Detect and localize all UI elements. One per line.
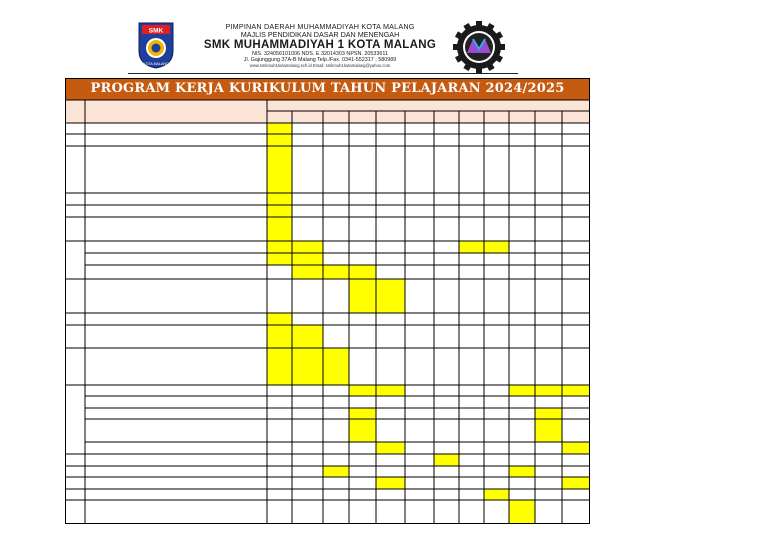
schedule-cell-highlight (267, 253, 292, 265)
schedule-cell-highlight (267, 134, 292, 146)
schedule-cell-highlight (562, 477, 590, 489)
schedule-cell-highlight (535, 419, 562, 442)
school-web: www.smkmuh1kotamalang.sch.id Email: smkmuh1kotamalang@yahoo.com (249, 62, 391, 68)
schedule-cell-highlight (376, 279, 405, 313)
schedule-cell-highlight (292, 253, 323, 265)
schedule-cell-highlight (509, 500, 535, 524)
schedule-cell-highlight (535, 408, 562, 419)
schedule-cell-highlight (376, 385, 405, 396)
schedule-cell-highlight (267, 325, 292, 348)
schedule-cell-highlight (376, 477, 405, 489)
schedule-cell-highlight (349, 408, 376, 419)
table-border (66, 79, 590, 524)
schedule-cell-highlight (323, 348, 349, 385)
schedule-cell-highlight (267, 217, 292, 241)
schedule-cell-highlight (292, 348, 323, 385)
schedule-cell-highlight (292, 325, 323, 348)
schedule-cell-highlight (349, 279, 376, 313)
schedule-cell-highlight (292, 265, 323, 279)
school-ids: NIS. 324056101006 NDS. E 32014303 NPSN. 20533611 (252, 51, 388, 58)
schedule-cell-highlight (562, 385, 590, 396)
schedule-cell-highlight (434, 454, 459, 466)
schedule-cell-highlight (562, 442, 590, 454)
table-title: PROGRAM KERJA KURIKULUM TAHUN PELAJARAN 2024/2025 (90, 81, 565, 96)
schedule-cell-highlight (323, 466, 349, 477)
school-logo-bottom-text: KOTA MALANG (143, 62, 169, 66)
schedule-cell-highlight (349, 419, 376, 442)
schedule-cell-highlight (267, 348, 292, 385)
schedule-cell-highlight (323, 265, 349, 279)
council-line: MAJLIS PENDIDIKAN DASAR DAN MENENGAH (240, 29, 400, 39)
schedule-cell-highlight (509, 466, 535, 477)
school-logo-top-text: SMK (148, 27, 164, 35)
schedule-cell-highlight (267, 313, 292, 325)
org-line: PIMPINAN DAERAH MUHAMMADIYAH KOTA MALANG (225, 22, 415, 31)
schedule-cell-highlight (267, 146, 292, 193)
schedule-cell-highlight (267, 241, 292, 253)
school-address: Jl. Gajunggung 37A-B Malang Telp./Fax. 0341-552317 ; 580989 (243, 56, 397, 63)
schedule-cell-highlight (484, 489, 509, 500)
schedule-cell-highlight (349, 385, 376, 396)
schedule-cell-highlight (535, 385, 562, 396)
schedule-cell-highlight (459, 241, 484, 253)
school-name: SMK MUHAMMADIYAH 1 KOTA MALANG (203, 39, 437, 52)
schedule-cell-highlight (267, 205, 292, 217)
schedule-cell-highlight (349, 265, 376, 279)
schedule-cell-highlight (509, 385, 535, 396)
schedule-cell-highlight (267, 193, 292, 205)
schedule-cell-highlight (484, 241, 509, 253)
schedule-cell-highlight (376, 442, 405, 454)
schedule-cell-highlight (267, 123, 292, 134)
schedule-cell-highlight (292, 241, 323, 253)
